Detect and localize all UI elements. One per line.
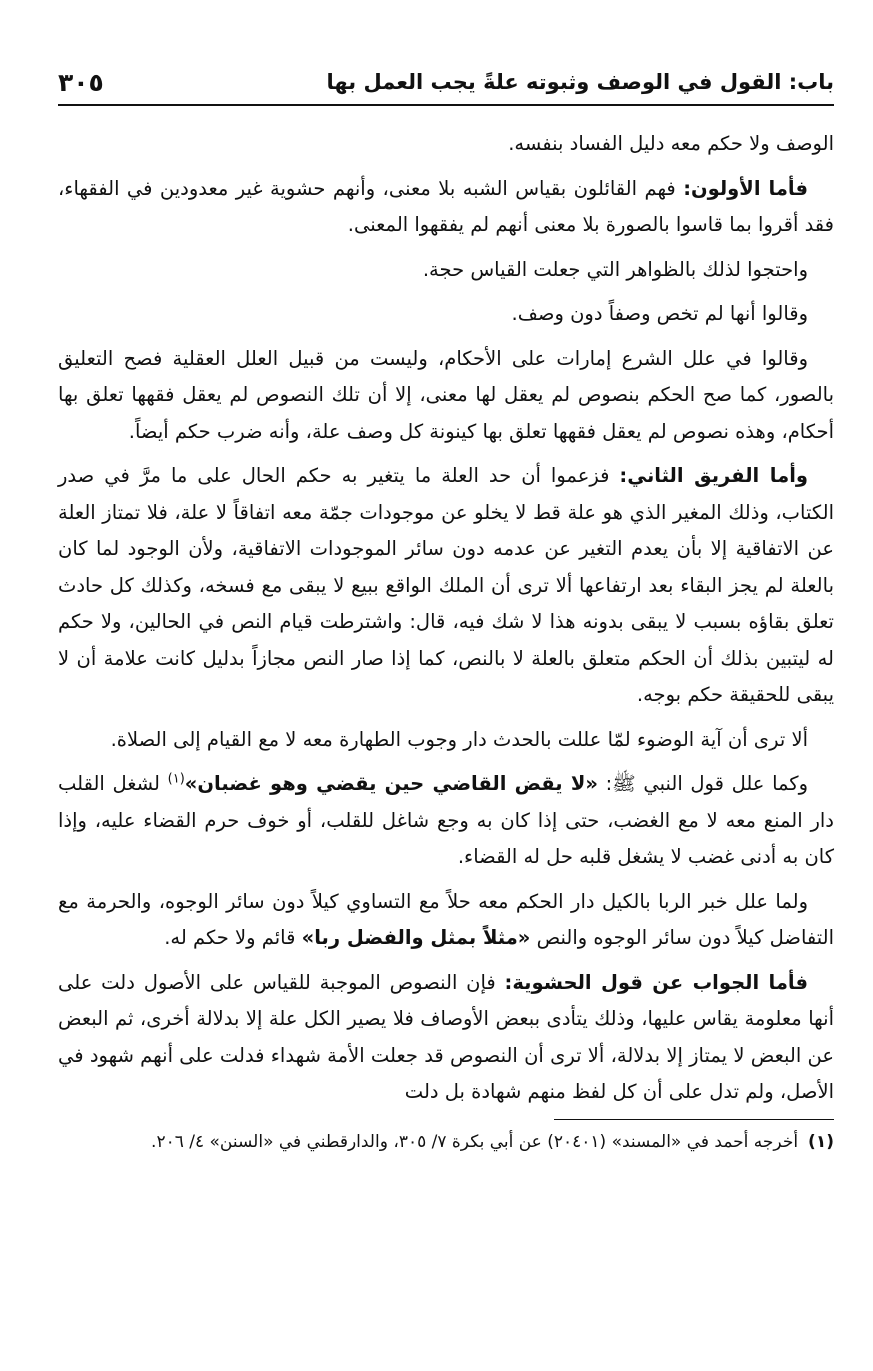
riba-paragraph [58,884,834,957]
paragraph-text: وكما علل قول النبي ﷺ: [597,772,808,795]
footnote [58,1128,834,1156]
paragraph-text: ولما علل خبر الربا بالكيل دار الحكم معه حلاً مع التساوي كيلاً دون سائر الوجوه، والحرمة مع التفاضل كيلاً دون سائر الوجوه والنص [58,889,834,949]
answer-paragraph [58,965,834,1111]
paragraph [58,296,834,333]
paragraph-text: قائم ولا حكم له. [164,926,302,949]
paragraph-text: وقالوا أنها لم تخص وصفاً دون وصف. [511,302,808,325]
paragraph [58,458,834,714]
paragraph [58,171,834,244]
paragraph-lead: فأما الأولون: [683,176,809,200]
paragraph-text: لشغل القلب دار المنع معه لا مع الغضب، حتى إذا كان به وجع شاغل للقلب، أو خوف حرم القضاء عليه، وإذا كان به أدنى غضب لا يشغل قلبه حل له القضاء. [58,772,834,868]
page-number: ٣٠٥ [58,67,104,97]
main-text [58,126,834,1111]
hadith-quote: «مثلاً بمثل والفضل ربا» [301,926,531,949]
running-title: باب: القول في الوصف وثبوته علةً يجب العمل بها [326,70,834,94]
paragraph-text: واحتجوا لذلك بالظواهر التي جعلت القياس حجة. [422,257,808,281]
paragraph [58,126,834,163]
footnote-divider [554,1119,834,1120]
paragraph-text: فإن النصوص الموجبة للقياس على الأصول دلت على أنها معلومة يقاس عليها، وذلك يتأدى ببعض الأوصاف فلا يصير الكل علة إلا بدلالة أخرى، ثم البعض عن البعض لا يمتاز إلا بدلالة، ألا ترى أن النصوص قد جعلت الأمة شهداء فدلت على أنهم شهود في الأصل، ولم تدل على أن كل لفظ منهم شهادة بل دلت [58,970,834,1103]
footnote-mark: (١) [808,1131,834,1152]
paragraph-lead: فأما الجواب عن قول الحشوية: [504,970,808,994]
paragraph-text: فزعموا أن حد العلة ما يتغير به حكم الحال على ما مرَّ في صدر الكتاب، وذلك المغير الذي هو علة قط لا يخلو عن موجودات جمّة معه اتفاقاً لا علة، فلا تمتاز العلة عن الاتفاقية إلا بأن يعدم التغير عن عدمه دون سائر الموجودات الاتفاقية، ولأن الوجود لما كان بالعلة لم يجز البقاء بعد ارتفاعها ألا ترى أن الملك الواقع ببيع لا يبقى مع فسخه، وكذلك كل حادث تعلق بقاؤه بسبب لا يبقى بدونه هذا لا شك فيه، قال: واشترطت قيام النص في الحالين، ولا حكم له ليتبين بذلك أن الحكم متعلق بالعلة لا بالنص، كما إذا صار النص مجازاً بدليل كانت علامة أن لا يبقى للحقيقة حكم بوجه. [58,464,834,706]
page-header [58,60,834,106]
hadith-paragraph [58,766,834,876]
paragraph [58,341,834,451]
paragraph-lead: وأما الفريق الثاني: [619,464,809,487]
hadith-quote: «لا يقض القاضي حين يقضي وهو غضبان» [184,772,598,795]
paragraph-text: فهم القائلون بقياس الشبه بلا معنى، وأنهم حشوية غير معدودين في الفقهاء، فقد أقروا بما قاسوا بالصورة بلا معنى أنهم لم يفقهوا المعنى. [58,176,834,236]
paragraph [58,722,834,759]
paragraph-text: ألا ترى أن آية الوضوء لمّا عللت بالحدث دار وجوب الطهارة معه لا مع القيام إلى الصلاة. [110,727,808,751]
book-page [58,60,834,1156]
paragraph-text: وقالوا في علل الشرع إمارات على الأحكام، وليست من قبيل العلل العقلية فصح التعليق بالصور، كما صح الحكم بنصوص لم يعقل لها معنى، إلا أن تلك النصوص لم يعقل فقهها تعلق بها أحكام، وهذه نصوص لم يعقل فقهها تعلق بها كينونة كل وصف علة، وأنه ضرب حكم أيضاً. [58,346,834,443]
paragraph-text: الوصف ولا حكم معه دليل الفساد بنفسه. [508,132,834,155]
footnote-text: أخرجه أحمد في «المسند» (٢٠٤٠١) عن أبي بكرة ٧/ ٣٠٥، والدارقطني في «السنن» ٤/ ٢٠٦. [151,1131,799,1152]
footnote-reference[interactable]: (١) [167,771,185,787]
paragraph [58,252,834,289]
